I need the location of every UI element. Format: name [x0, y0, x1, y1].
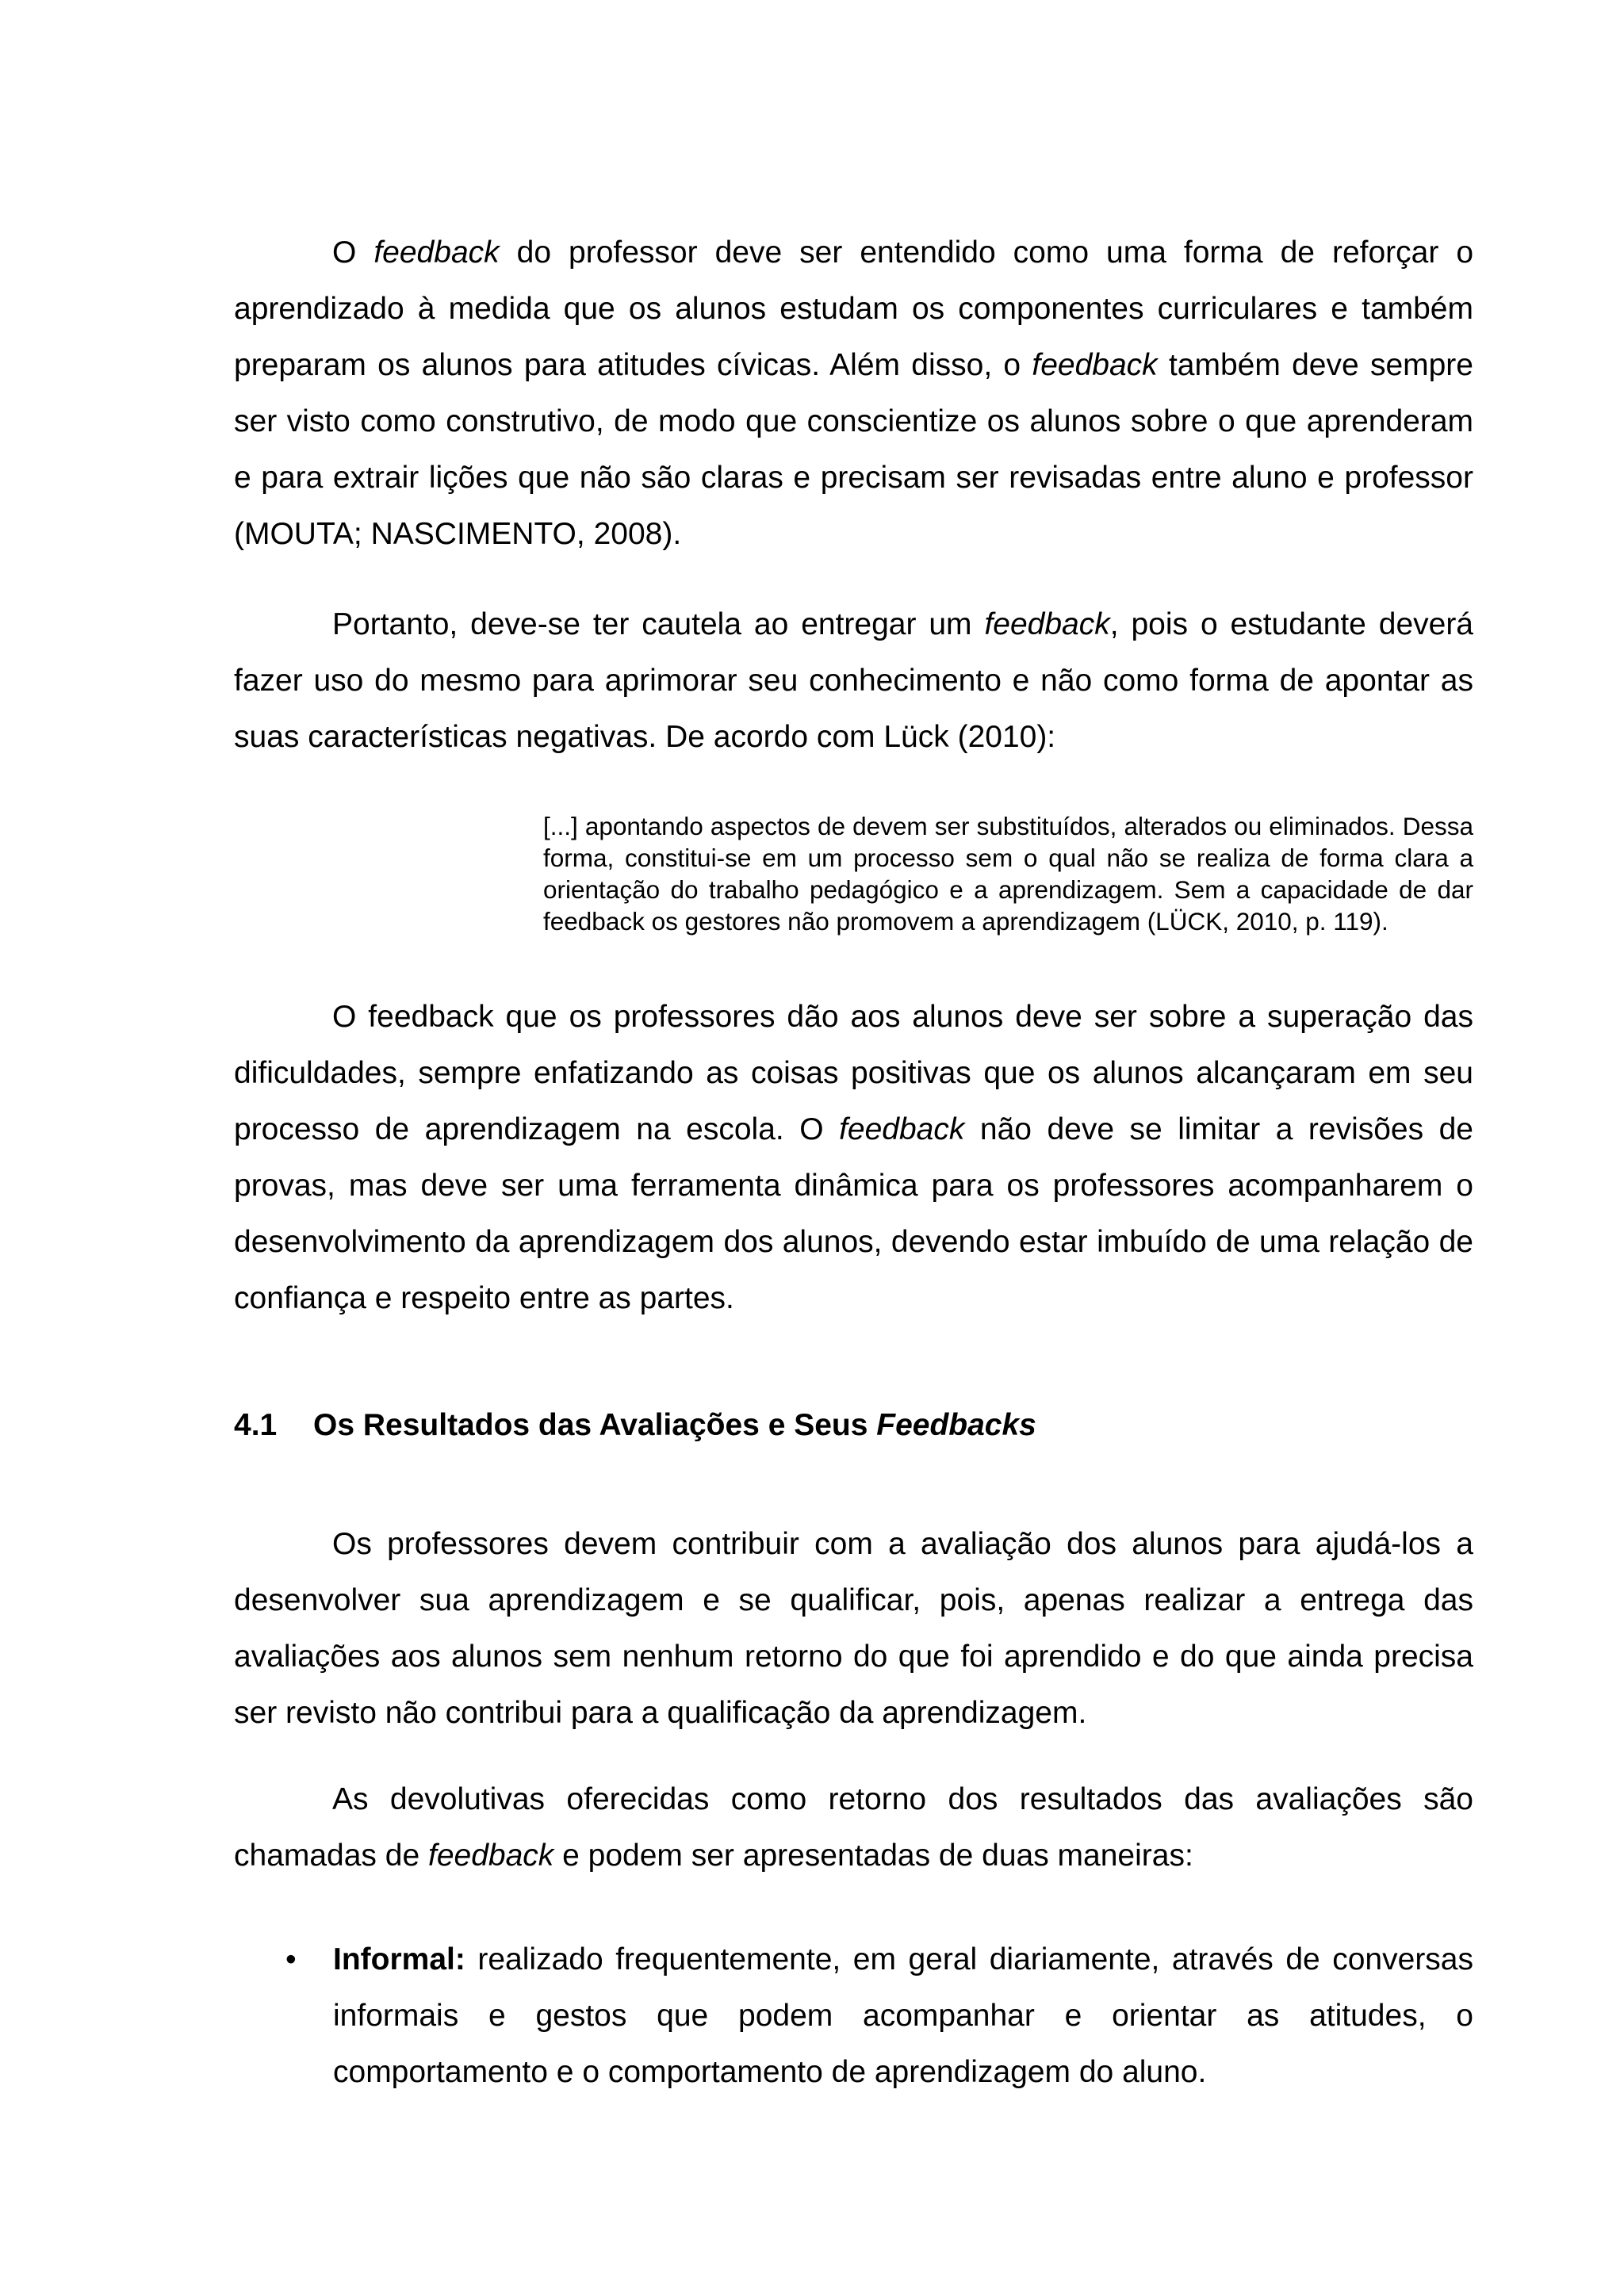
paragraph-1-italic-1: feedback	[373, 235, 500, 270]
paragraph-5-text-1: As devolutivas oferecidas como retorno dos resultados das avaliações são chamadas de	[234, 1782, 1473, 1873]
bullet-body: realizado frequentemente, em geral diariamente, através de conversas informais e gestos que podem acompanhar e orientar as atitudes, o comportamento e o comportamento de aprendizagem do aluno.	[333, 1942, 1473, 2089]
paragraph-1-text-3: também deve sempre ser visto como construtivo, de modo que conscientize os alunos sobre o que aprenderam e para extrair lições que não são claras e precisam ser revisadas entre aluno e professor (MOUTA; NASCIMENTO, 2008).	[234, 348, 1473, 551]
bullet-label: Informal:	[333, 1942, 465, 1976]
paragraph-5-italic-1: feedback	[428, 1839, 554, 1873]
section-title-italic: Feedbacks	[876, 1408, 1036, 1442]
paragraph-2-italic-1: feedback	[984, 607, 1110, 641]
section-heading	[234, 1397, 1036, 1453]
bullet-icon: •	[285, 1942, 297, 1976]
paragraph-1-text-2: do professor deve ser entendido como uma forma de reforçar o aprendizado à medida que os alunos estudam os componentes curriculares e também preparam os alunos para atitudes cívicas. Além disso, o	[234, 235, 1474, 382]
paragraph-3-text-1: O feedback que os professores dão aos alunos deve ser sobre a superação das dificuldades, sempre enfatizando as coisas positivas que os alunos alcançaram em seu processo de aprendizagem na escola. O	[234, 1000, 1473, 1146]
paragraph-1-italic-2: feedback	[1032, 348, 1158, 382]
bullet-text	[333, 1931, 1473, 2100]
paragraph-3	[234, 989, 1473, 1326]
paragraph-2-text-2: , pois o estudante deverá fazer uso do mesmo para aprimorar seu conhecimento e não como forma de apontar as suas características negativas. De acordo com Lück (2010):	[234, 607, 1473, 754]
section-title-plain: Os Resultados das Avaliações e Seus	[313, 1408, 877, 1442]
section-number: 4.1	[234, 1408, 278, 1442]
paragraph-3-italic-1: feedback	[839, 1112, 965, 1146]
paragraph-3-text-2: não deve se limitar a revisões de provas, mas deve ser uma ferramenta dinâmica para os professores acompanharem o desenvolvimento da aprendizagem dos alunos, devendo estar imbuído de uma relação de confiança e respeito entre as partes.	[234, 1112, 1473, 1315]
paragraph-2	[234, 596, 1473, 765]
paragraph-1	[234, 224, 1473, 562]
paragraph-1-text-1: O	[332, 235, 374, 270]
paragraph-5-text-2: e podem ser apresentadas de duas maneiras:	[553, 1839, 1193, 1873]
paragraph-4: Os professores devem contribuir com a avaliação dos alunos para ajudá-los a desenvolver sua aprendizagem e se qualificar, pois, apenas realizar a entrega das avaliações aos alunos sem nenhum retorno do que foi aprendido e do que ainda precisa ser revisto não contribui para a qualificação da aprendizagem.	[234, 1527, 1473, 1730]
paragraph-5	[234, 1771, 1473, 1884]
block-quote: [...] apontando aspectos de devem ser substituídos, alterados ou eliminados. Dessa forma, constitui-se em um processo sem o qual não se realiza de forma clara a orientação do trabalho pedagógico e a aprendizagem. Sem a capacidade de dar feedback os gestores não promovem a aprendizagem (LÜCK, 2010, p. 119).	[543, 812, 1473, 936]
paragraph-2-text-1: Portanto, deve-se ter cautela ao entregar um	[332, 607, 985, 641]
